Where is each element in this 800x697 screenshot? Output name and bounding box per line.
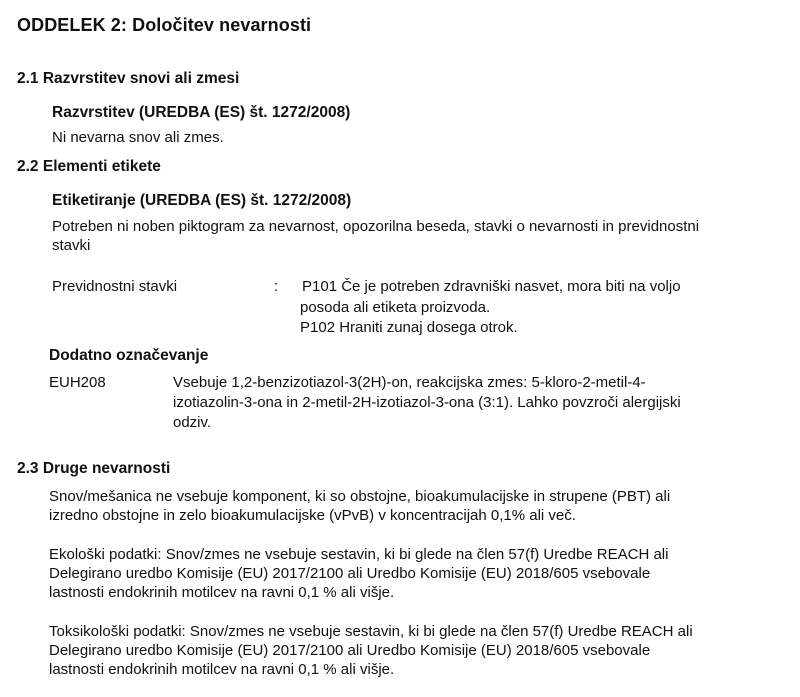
euh-text-line-2: izotiazolin-3-ona in 2-metil-2H-izotiazol-3-ona (3:1). Lahko povzroči alergijski <box>173 394 681 411</box>
euh-code: EUH208 <box>49 374 106 391</box>
ecological-text-line-1: Ekološki podatki: Snov/zmes ne vsebuje sestavin, ki bi glede na člen 57(f) Uredbe REACH ali <box>49 546 669 563</box>
subsection-2-1-title: 2.1 Razvrstitev snovi ali zmesi <box>17 70 240 87</box>
ecological-text-line-3: lastnosti endokrinih motilcev na ravni 0,1 % ali višje. <box>49 584 395 601</box>
additional-labelling-heading: Dodatno označevanje <box>49 347 209 364</box>
pbt-text-line-1: Snov/mešanica ne vsebuje komponent, ki so obstojne, bioakumulacijske in strupene (PBT) ali <box>49 488 671 505</box>
section-title: ODDELEK 2: Določitev nevarnosti <box>17 15 312 35</box>
p101-line-2: posoda ali etiketa proizvoda. <box>300 299 491 316</box>
labelling-text-line-2: stavki <box>52 237 91 254</box>
toxicological-text-line-2: Delegirano uredbo Komisije (EU) 2017/2100 ali Uredbo Komisije (EU) 2018/605 vsebovale <box>49 642 651 659</box>
ecological-text-line-2: Delegirano uredbo Komisije (EU) 2017/2100 ali Uredbo Komisije (EU) 2018/605 vsebovale <box>49 565 651 582</box>
labelling-text-line-1: Potreben ni noben piktogram za nevarnost, opozorilna beseda, stavki o nevarnosti in previdnostni <box>52 218 700 235</box>
labelling-heading: Etiketiranje (UREDBA (ES) št. 1272/2008) <box>52 192 352 209</box>
subsection-2-3-title: 2.3 Druge nevarnosti <box>17 460 171 477</box>
classification-heading: Razvrstitev (UREDBA (ES) št. 1272/2008) <box>52 104 351 121</box>
euh-text-line-1: Vsebuje 1,2-benzizotiazol-3(2H)-on, reakcijska zmes: 5-kloro-2-metil-4- <box>173 374 646 391</box>
classification-text: Ni nevarna snov ali zmes. <box>52 129 224 146</box>
subsection-2-2-title: 2.2 Elementi etikete <box>17 158 161 175</box>
p102: P102 Hraniti zunaj dosega otrok. <box>300 319 518 336</box>
precautionary-colon: : <box>274 278 279 295</box>
precautionary-label: Previdnostni stavki <box>52 278 178 295</box>
p101-line-1: P101 Če je potreben zdravniški nasvet, mora biti na voljo <box>302 278 681 295</box>
toxicological-text-line-3: lastnosti endokrinih motilcev na ravni 0,1 % ali višje. <box>49 661 395 678</box>
euh-text-line-3: odziv. <box>173 414 212 431</box>
pbt-text-line-2: izredno obstojne in zelo bioakumulacijske (vPvB) v koncentracijah 0,1% ali več. <box>49 507 576 524</box>
toxicological-text-line-1: Toksikološki podatki: Snov/zmes ne vsebuje sestavin, ki bi glede na člen 57(f) Uredbe REACH ali <box>49 623 693 640</box>
